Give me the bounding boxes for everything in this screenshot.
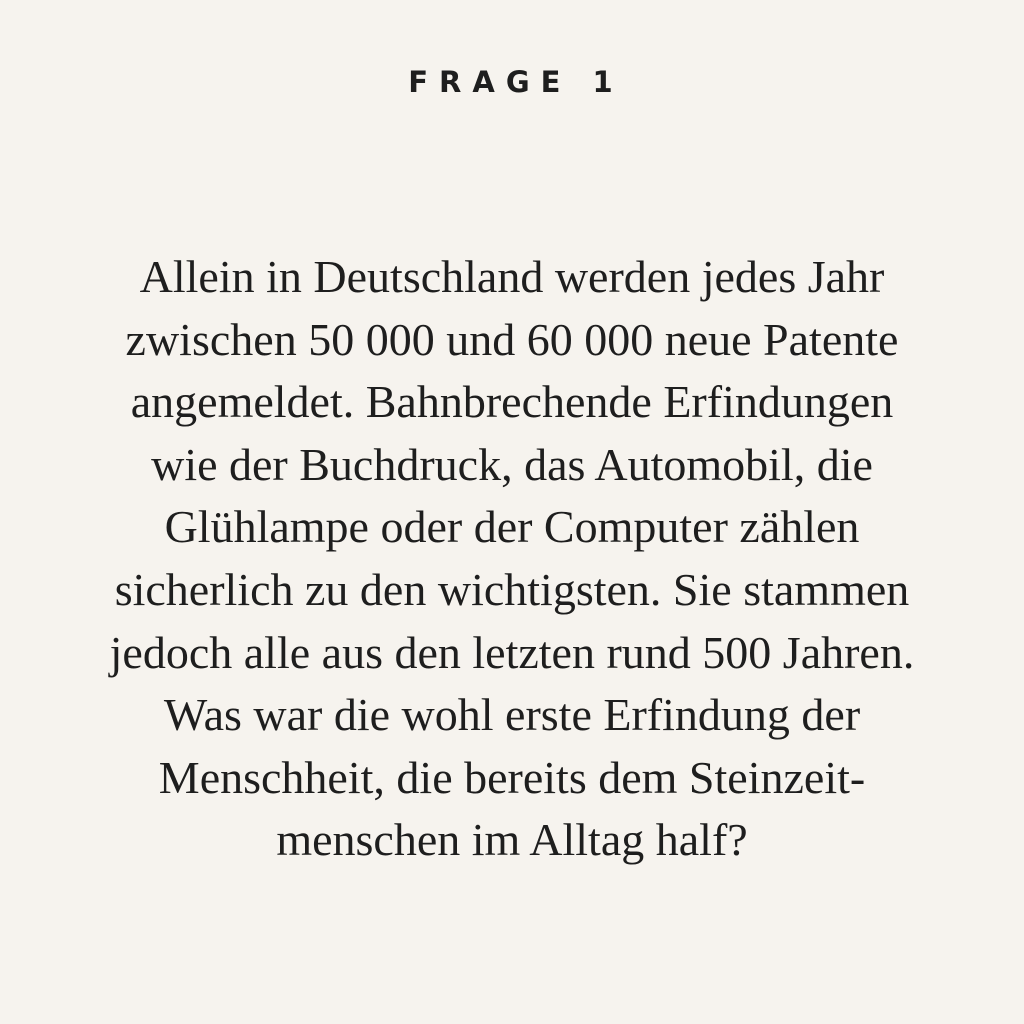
question-line: sicherlich zu den wichtigsten. Sie stammen: [114, 563, 910, 615]
question-line: wie der Buchdruck, das Automobil, die: [151, 438, 873, 490]
question-line: Allein in Deutschland werden jedes Jahr: [139, 251, 885, 302]
question-heading: FRAGE 1: [408, 65, 624, 99]
question-text: [40, 246, 984, 872]
question-line: Menschheit, die bereits dem Steinzeit-: [158, 751, 866, 803]
question-line: menschen im Alltag half?: [276, 814, 748, 866]
question-line: Was war die wohl erste Erfindung der: [163, 689, 861, 741]
question-line: zwischen 50 000 und 60 000 neue Patente: [125, 313, 899, 365]
question-line: jedoch alle aus den letzten rund 500 Jahren.: [109, 626, 915, 678]
question-line: Glühlampe oder der Computer zählen: [164, 501, 860, 553]
question-line: angemeldet. Bahnbrechende Erfindungen: [130, 376, 894, 428]
